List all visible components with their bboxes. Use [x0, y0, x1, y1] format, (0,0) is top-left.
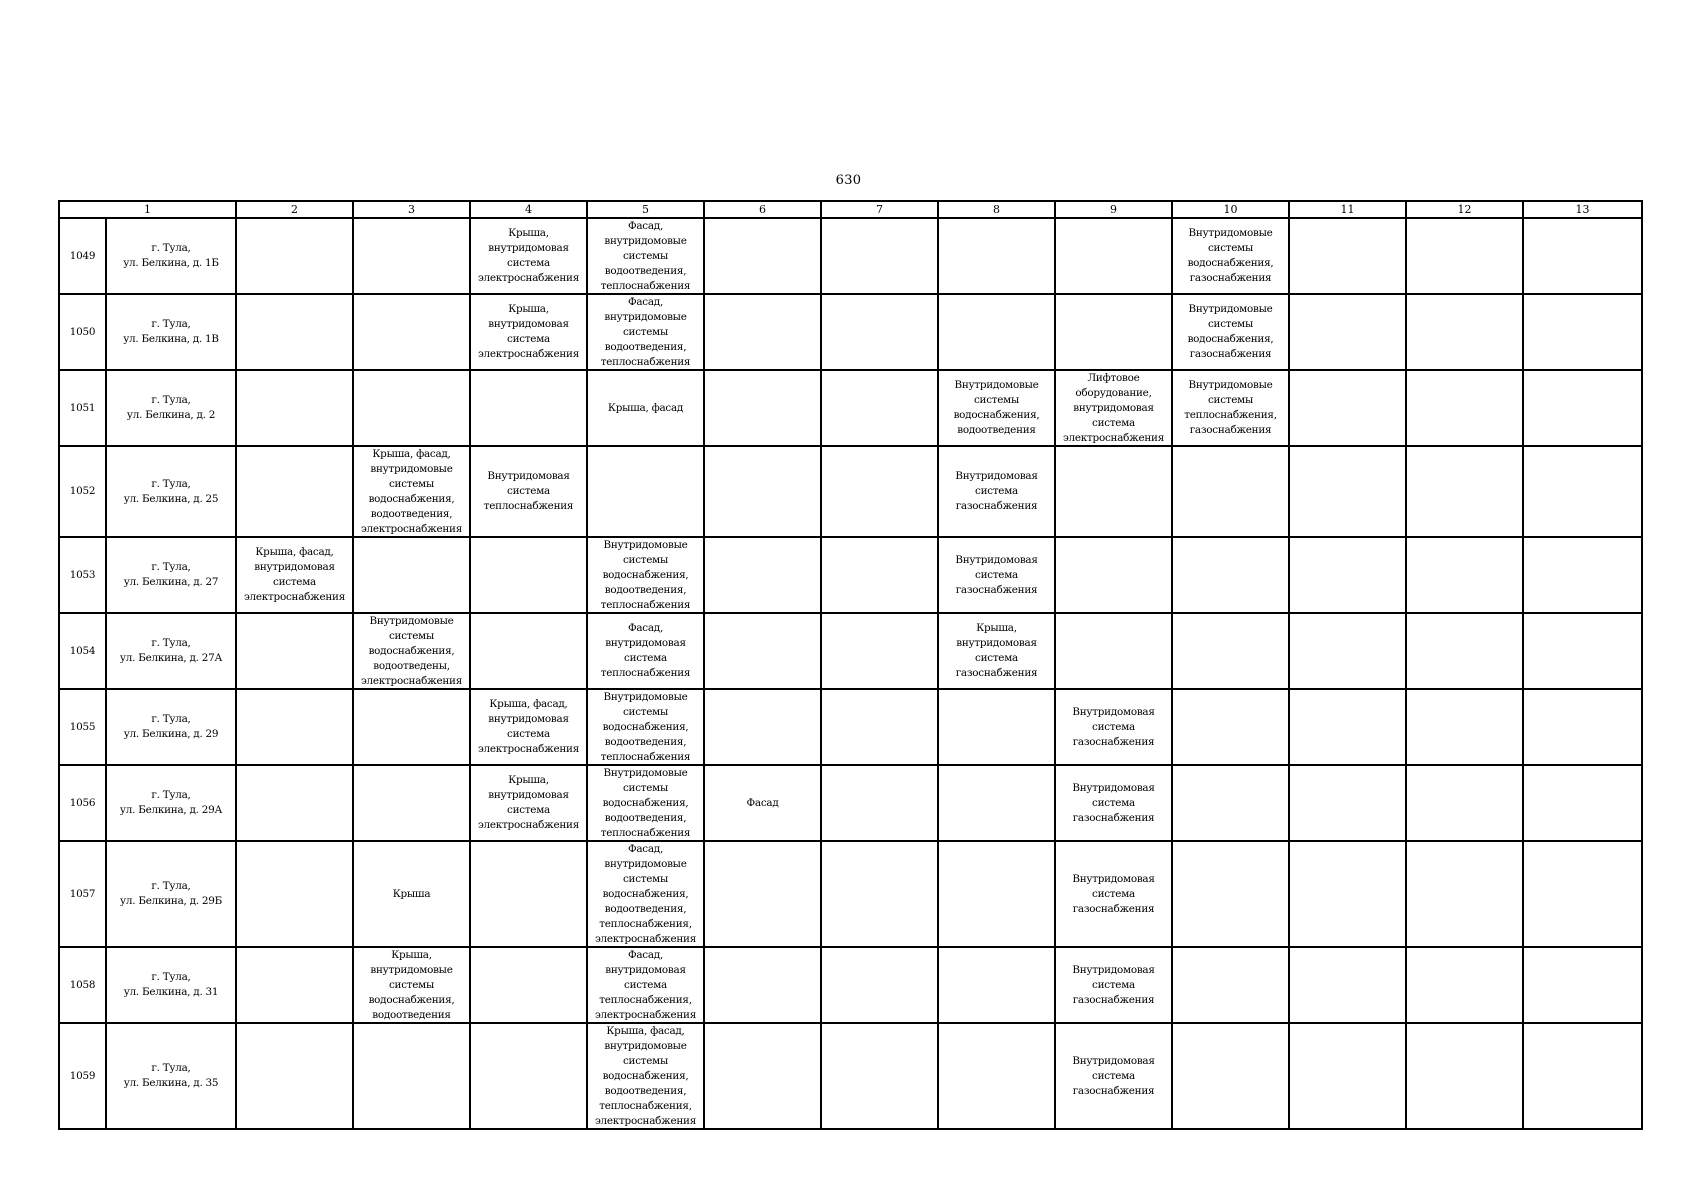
work-text: Внутридомовая система газоснабжения: [1072, 872, 1155, 915]
address-text: г. Тула, ул. Белкина, д. 35: [123, 1062, 219, 1089]
work-cell-8: [938, 294, 1055, 370]
work-cell-10: [1172, 446, 1289, 537]
work-cell-6: [704, 294, 821, 370]
work-cell-5: [587, 218, 704, 294]
work-cell-8: [938, 613, 1055, 689]
column-header: 11: [1289, 201, 1406, 218]
work-cell-5: [587, 947, 704, 1023]
column-header: 6: [704, 201, 821, 218]
work-cell-7: [821, 1023, 938, 1129]
work-text: Внутридомовые системы водоснабжения, газоснабжения: [1187, 303, 1274, 360]
work-text: Крыша, фасад, внутридомовые системы водоснабжения, водоотведения, электроснабжения: [360, 448, 463, 535]
work-cell-3: [353, 1023, 470, 1129]
work-cell-2: [236, 1023, 353, 1129]
work-cell-13: [1523, 841, 1642, 947]
work-text: Крыша, внутридомовая система электроснабжения: [477, 774, 580, 831]
work-cell-9: [1055, 613, 1172, 689]
work-cell-8: [938, 947, 1055, 1023]
work-text: Фасад, внутридомовые системы водоотведения, теплоснабжения: [600, 220, 691, 292]
address-text: г. Тула, ул. Белкина, д. 25: [123, 477, 219, 505]
work-cell-7: [821, 218, 938, 294]
address-cell: [106, 370, 236, 446]
work-cell-13: [1523, 446, 1642, 537]
row-number: 1049: [59, 218, 106, 294]
address-cell: [106, 765, 236, 841]
address-cell: [106, 947, 236, 1023]
address-text: г. Тула, ул. Белкина, д. 27: [123, 561, 219, 588]
work-text: Крыша, внутридомовая система электроснабжения: [477, 303, 580, 360]
column-header: 10: [1172, 201, 1289, 218]
work-text: Фасад, внутридомовая система теплоснабжения: [600, 622, 691, 679]
work-cell-10: [1172, 841, 1289, 947]
work-cell-6: [704, 613, 821, 689]
work-cell-2: [236, 537, 353, 613]
work-cell-10: [1172, 1023, 1289, 1129]
work-cell-11: [1289, 218, 1406, 294]
table-row: [59, 947, 1642, 1023]
work-cell-5: [587, 841, 704, 947]
address-cell: [106, 689, 236, 765]
work-cell-4: [470, 947, 587, 1023]
table-row: [59, 537, 1642, 613]
work-cell-13: [1523, 294, 1642, 370]
work-text: Крыша, внутридомовая система электроснабжения: [477, 227, 580, 284]
work-cell-11: [1289, 765, 1406, 841]
work-cell-6: [704, 1023, 821, 1129]
work-text: Внутридомовая система газоснабжения: [955, 470, 1038, 512]
work-cell-4: [470, 370, 587, 446]
work-cell-2: [236, 947, 353, 1023]
work-text: Внутридомовая система газоснабжения: [1072, 781, 1155, 824]
work-cell-2: [236, 841, 353, 947]
table-row: [59, 294, 1642, 370]
work-cell-12: [1406, 1023, 1523, 1129]
work-text: Внутридомовая система газоснабжения: [1072, 1054, 1155, 1097]
row-number: 1051: [59, 370, 106, 446]
work-cell-6: [704, 765, 821, 841]
work-cell-4: [470, 218, 587, 294]
work-cell-11: [1289, 689, 1406, 765]
column-header: 1: [59, 201, 236, 218]
work-cell-2: [236, 613, 353, 689]
work-cell-12: [1406, 765, 1523, 841]
work-cell-7: [821, 446, 938, 537]
work-cell-9: [1055, 370, 1172, 446]
work-cell-12: [1406, 218, 1523, 294]
work-cell-4: [470, 1023, 587, 1129]
work-cell-8: [938, 689, 1055, 765]
table-row: [59, 446, 1642, 537]
work-text: Внутридомовые системы водоснабжения, газоснабжения: [1187, 227, 1274, 284]
work-cell-12: [1406, 613, 1523, 689]
work-cell-5: [587, 1023, 704, 1129]
row-number: 1057: [59, 841, 106, 947]
work-cell-3: [353, 841, 470, 947]
work-text: Крыша, внутридомовая система газоснабжения: [955, 622, 1038, 679]
work-cell-9: [1055, 841, 1172, 947]
table-row: [59, 765, 1642, 841]
work-cell-6: [704, 370, 821, 446]
work-cell-4: [470, 765, 587, 841]
column-header: 13: [1523, 201, 1642, 218]
work-cell-2: [236, 689, 353, 765]
work-cell-3: [353, 947, 470, 1023]
work-text: Лифтовое оборудование, внутридомовая система электроснабжения: [1062, 372, 1165, 444]
work-text: Крыша, внутридомовые системы водоснабжения, водоотведения: [368, 949, 455, 1021]
work-cell-8: [938, 765, 1055, 841]
work-cell-4: [470, 689, 587, 765]
work-cell-11: [1289, 294, 1406, 370]
work-cell-12: [1406, 446, 1523, 537]
work-cell-8: [938, 841, 1055, 947]
work-text: Внутридомовые системы водоснабжения, водоотведения, теплоснабжения: [600, 539, 691, 611]
work-cell-10: [1172, 370, 1289, 446]
work-cell-7: [821, 370, 938, 446]
column-header: 8: [938, 201, 1055, 218]
work-cell-13: [1523, 689, 1642, 765]
work-text: Внутридомовая система теплоснабжения: [483, 470, 574, 512]
work-cell-13: [1523, 218, 1642, 294]
work-cell-8: [938, 1023, 1055, 1129]
work-cell-7: [821, 613, 938, 689]
work-cell-12: [1406, 370, 1523, 446]
work-cell-6: [704, 689, 821, 765]
work-cell-9: [1055, 294, 1172, 370]
table-row: [59, 841, 1642, 947]
work-cell-4: [470, 537, 587, 613]
work-cell-4: [470, 613, 587, 689]
work-cell-9: [1055, 446, 1172, 537]
work-cell-3: [353, 613, 470, 689]
work-cell-10: [1172, 613, 1289, 689]
page-number: 630: [835, 173, 862, 188]
work-cell-5: [587, 294, 704, 370]
work-cell-13: [1523, 537, 1642, 613]
address-text: г. Тула, ул. Белкина, д. 29Б: [120, 880, 222, 907]
work-cell-13: [1523, 613, 1642, 689]
work-cell-3: [353, 370, 470, 446]
address-cell: [106, 218, 236, 294]
work-cell-13: [1523, 947, 1642, 1023]
work-text: Фасад: [746, 796, 779, 809]
work-cell-2: [236, 218, 353, 294]
work-cell-5: [587, 613, 704, 689]
work-cell-7: [821, 294, 938, 370]
address-text: г. Тула, ул. Белкина, д. 27А: [119, 637, 223, 664]
work-cell-4: [470, 294, 587, 370]
address-cell: [106, 1023, 236, 1129]
table-row: [59, 689, 1642, 765]
address-text: г. Тула, ул. Белкина, д. 1Б: [123, 242, 219, 269]
work-text: Внутридомовые системы водоснабжения, водоотведены, электроснабжения: [360, 615, 463, 687]
work-text: Крыша, фасад, внутридомовые системы водоснабжения, водоотведения, теплоснабжения, электроснабжения: [594, 1025, 697, 1127]
work-cell-12: [1406, 689, 1523, 765]
work-text: Крыша, фасад: [607, 401, 684, 414]
work-cell-13: [1523, 1023, 1642, 1129]
work-cell-3: [353, 537, 470, 613]
work-cell-7: [821, 537, 938, 613]
row-number: 1053: [59, 537, 106, 613]
row-number: 1056: [59, 765, 106, 841]
address-cell: [106, 294, 236, 370]
work-cell-9: [1055, 1023, 1172, 1129]
address-cell: [106, 537, 236, 613]
work-cell-10: [1172, 537, 1289, 613]
work-text: Крыша: [392, 887, 431, 900]
work-cell-12: [1406, 537, 1523, 613]
column-header: 2: [236, 201, 353, 218]
work-text: Крыша, фасад, внутридомовая система электроснабжения: [477, 698, 580, 755]
work-cell-5: [587, 537, 704, 613]
work-text: Внутридомовые системы теплоснабжения, газоснабжения: [1184, 379, 1277, 436]
address-cell: [106, 446, 236, 537]
column-header: 12: [1406, 201, 1523, 218]
work-text: Внутридомовые системы водоснабжения, водоотведения, теплоснабжения: [600, 691, 691, 763]
work-cell-9: [1055, 689, 1172, 765]
column-header-row: [59, 201, 1642, 218]
row-number: 1059: [59, 1023, 106, 1129]
work-cell-6: [704, 218, 821, 294]
work-cell-9: [1055, 537, 1172, 613]
work-cell-10: [1172, 294, 1289, 370]
work-text: Фасад, внутридомовая система теплоснабжения, электроснабжения: [594, 949, 697, 1021]
table-row: [59, 613, 1642, 689]
work-cell-9: [1055, 765, 1172, 841]
work-cell-8: [938, 218, 1055, 294]
work-cell-2: [236, 294, 353, 370]
work-cell-11: [1289, 947, 1406, 1023]
row-number: 1055: [59, 689, 106, 765]
work-text: Внутридомовые системы водоснабжения, водоотведения: [953, 379, 1040, 436]
table-row: [59, 370, 1642, 446]
work-text: Фасад, внутридомовые системы водоотведения, теплоснабжения: [600, 296, 691, 368]
work-cell-8: [938, 446, 1055, 537]
work-cell-3: [353, 765, 470, 841]
work-cell-6: [704, 841, 821, 947]
work-text: Внутридомовые системы водоснабжения, водоотведения, теплоснабжения: [600, 767, 691, 839]
table-row: [59, 218, 1642, 294]
work-cell-2: [236, 370, 353, 446]
address-text: г. Тула, ул. Белкина, д. 2: [126, 394, 216, 421]
work-cell-10: [1172, 218, 1289, 294]
work-cell-11: [1289, 613, 1406, 689]
address-text: г. Тула, ул. Белкина, д. 29А: [119, 789, 223, 816]
work-text: Фасад, внутридомовые системы водоснабжения, водоотведения, теплоснабжения, электроснабжения: [594, 843, 697, 945]
work-cell-9: [1055, 947, 1172, 1023]
work-cell-10: [1172, 947, 1289, 1023]
work-cell-4: [470, 446, 587, 537]
work-cell-7: [821, 765, 938, 841]
work-cell-11: [1289, 446, 1406, 537]
work-cell-7: [821, 947, 938, 1023]
work-text: Внутридомовая система газоснабжения: [955, 553, 1038, 596]
work-cell-12: [1406, 294, 1523, 370]
work-cell-13: [1523, 370, 1642, 446]
work-cell-5: [587, 370, 704, 446]
work-cell-11: [1289, 537, 1406, 613]
column-header: 3: [353, 201, 470, 218]
work-cell-7: [821, 841, 938, 947]
work-cell-4: [470, 841, 587, 947]
address-text: г. Тула, ул. Белкина, д. 31: [123, 971, 219, 998]
work-cell-2: [236, 765, 353, 841]
address-cell: [106, 841, 236, 947]
repair-schedule-table: [58, 200, 1643, 1130]
row-number: 1058: [59, 947, 106, 1023]
work-text: Внутридомовая система газоснабжения: [1072, 963, 1155, 1006]
work-cell-6: [704, 537, 821, 613]
work-text: Внутридомовая система газоснабжения: [1072, 705, 1155, 748]
work-cell-5: [587, 689, 704, 765]
work-cell-8: [938, 370, 1055, 446]
column-header: 9: [1055, 201, 1172, 218]
work-cell-8: [938, 537, 1055, 613]
work-cell-11: [1289, 1023, 1406, 1129]
work-text: Крыша, фасад, внутридомовая система электроснабжения: [243, 546, 346, 603]
column-header: 5: [587, 201, 704, 218]
row-number: 1054: [59, 613, 106, 689]
row-number: 1052: [59, 446, 106, 537]
work-cell-3: [353, 218, 470, 294]
work-cell-5: [587, 765, 704, 841]
work-cell-13: [1523, 765, 1642, 841]
work-cell-11: [1289, 841, 1406, 947]
work-cell-10: [1172, 765, 1289, 841]
work-cell-12: [1406, 947, 1523, 1023]
address-cell: [106, 613, 236, 689]
work-cell-6: [704, 947, 821, 1023]
work-cell-12: [1406, 841, 1523, 947]
address-text: г. Тула, ул. Белкина, д. 29: [123, 713, 219, 740]
work-cell-2: [236, 446, 353, 537]
column-header: 4: [470, 201, 587, 218]
column-header: 7: [821, 201, 938, 218]
work-cell-3: [353, 294, 470, 370]
work-cell-5: [587, 446, 704, 537]
work-cell-6: [704, 446, 821, 537]
work-cell-11: [1289, 370, 1406, 446]
address-text: г. Тула, ул. Белкина, д. 1В: [123, 318, 219, 345]
work-cell-3: [353, 446, 470, 537]
table-row: [59, 1023, 1642, 1129]
work-cell-7: [821, 689, 938, 765]
work-cell-10: [1172, 689, 1289, 765]
work-cell-9: [1055, 218, 1172, 294]
row-number: 1050: [59, 294, 106, 370]
work-cell-3: [353, 689, 470, 765]
